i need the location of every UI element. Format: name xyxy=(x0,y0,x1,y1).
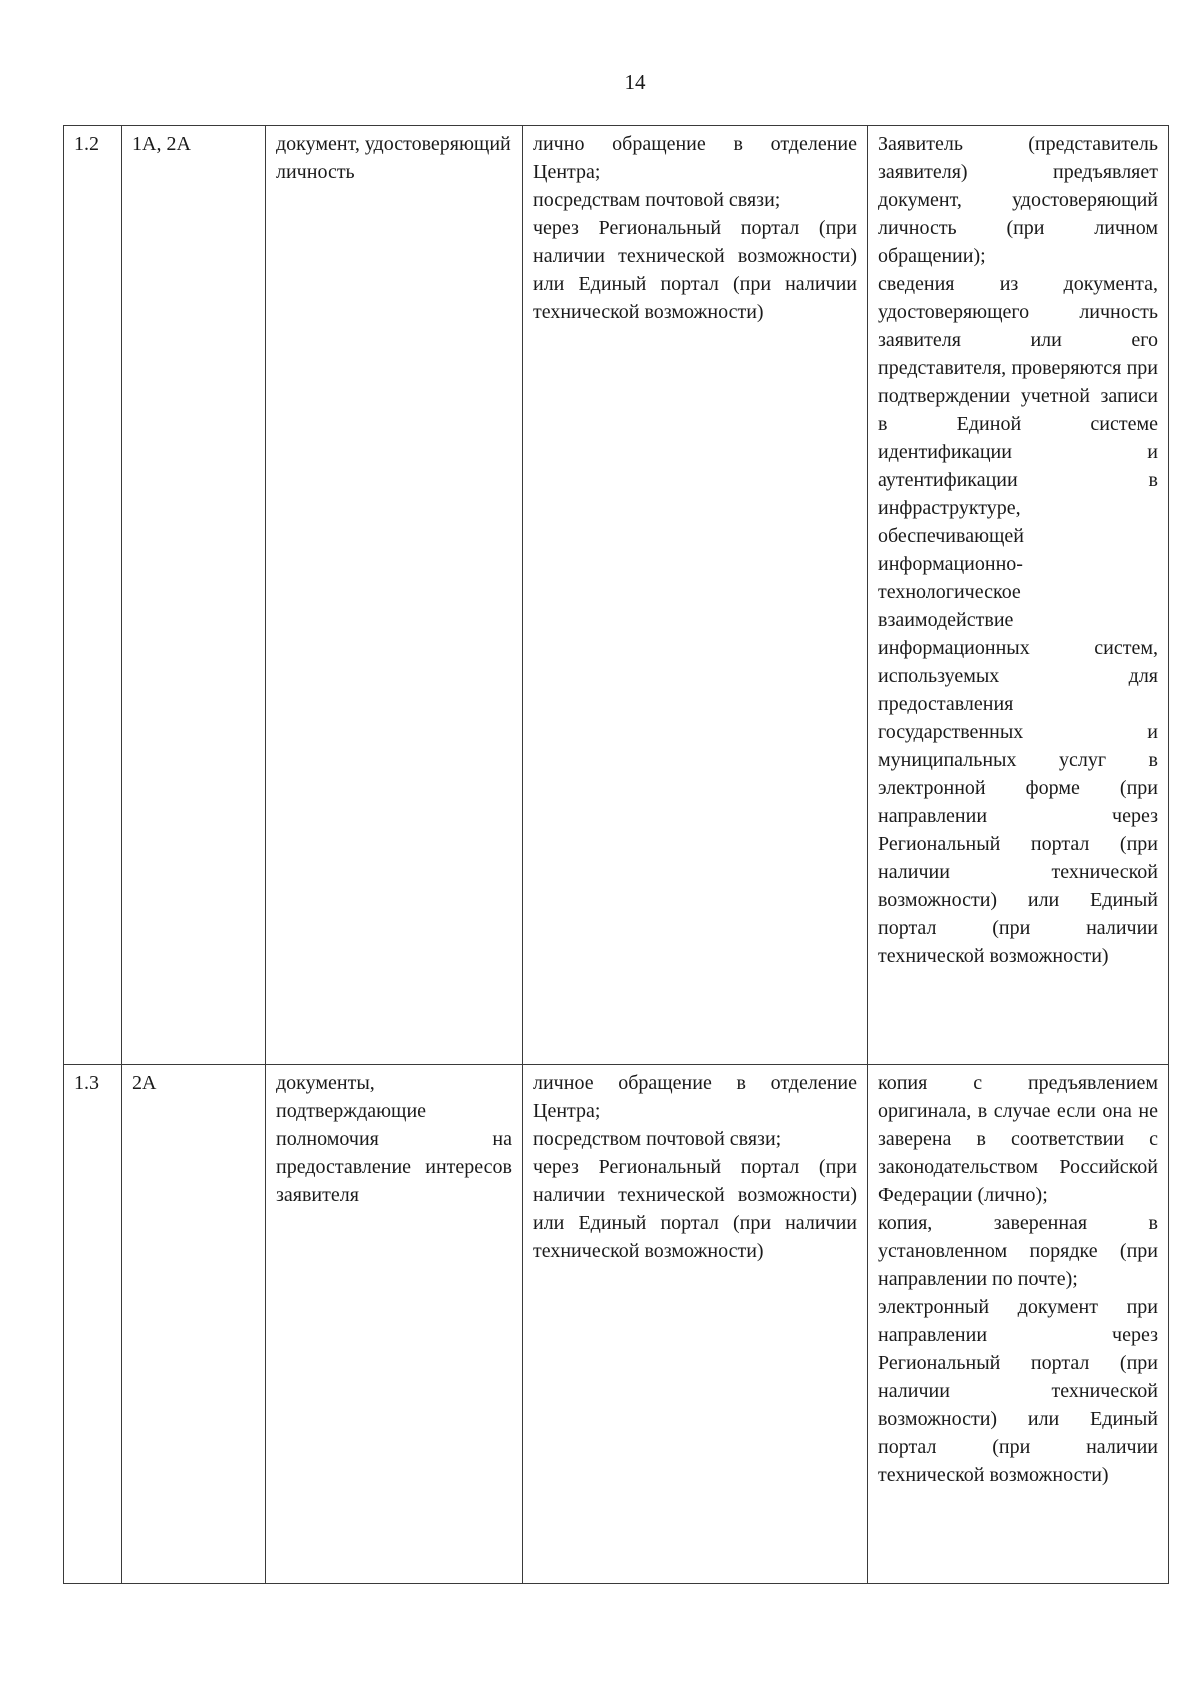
submission-method-item: посредством почтовой связи; xyxy=(533,1128,782,1150)
submission-method-item: через Региональный портал (при наличии технической возможности) или Единый портал (при наличии технической возможности) xyxy=(533,217,857,323)
requirements-note-item: копия, заверенная в установленном порядке (при направлении по почте); xyxy=(878,1212,1158,1290)
document-name-cell: документ, удостоверяющий личность xyxy=(266,126,523,1065)
table-row xyxy=(64,126,1169,1065)
submission-method-item: лично обращение в отделение Центра; xyxy=(533,133,857,183)
requirements-note-item: сведения из документа, удостоверяющего личность заявителя или его представителя, проверяются при подтверждении учетной записи в Единой системе идентификации и аутентификации в инфраструктуре, обеспечивающей информационно-технологическое взаимодействие информационных систем, используемых для предоставления государственных и муниципальных услуг в электронной форме (при направлении через Региональный портал (при наличии технической возможности) или Единый портал (при наличии технической возможности) xyxy=(878,273,1158,967)
submission-method-item: посредствам почтовой связи; xyxy=(533,189,781,211)
requirements-note-item: Заявитель (представитель заявителя) предъявляет документ, удостоверяющий личность (при личном обращении); xyxy=(878,133,1158,267)
row-number-cell: 1.2 xyxy=(64,126,122,1065)
requirements-note-item: копия с предъявлением оригинала, в случае если она не заверена в соответствии с законодательством Российской Федерации (лично); xyxy=(878,1072,1158,1206)
table-row xyxy=(64,1065,1169,1584)
document-name-cell: документы, подтверждающие полномочия на предоставление интересов заявителя xyxy=(266,1065,523,1584)
submission-method-cell xyxy=(523,126,868,1065)
page-number: 14 xyxy=(624,70,646,94)
submission-method-cell xyxy=(523,1065,868,1584)
submission-method-item: через Региональный портал (при наличии технической возможности) или Единый портал (при наличии технической возможности) xyxy=(533,1156,857,1262)
requirements-note-cell xyxy=(868,1065,1169,1584)
requirements-note-cell xyxy=(868,126,1169,1065)
requirements-note-item: электронный документ при направлении через Региональный портал (при наличии технической возможности) или Единый портал (при наличии технической возможности) xyxy=(878,1296,1158,1486)
row-number-cell: 1.3 xyxy=(64,1065,122,1584)
applicant-category-cell: 2А xyxy=(122,1065,266,1584)
documents-table xyxy=(63,125,1169,1584)
submission-method-item: личное обращение в отделение Центра; xyxy=(533,1072,857,1122)
applicant-category-cell: 1А, 2А xyxy=(122,126,266,1065)
